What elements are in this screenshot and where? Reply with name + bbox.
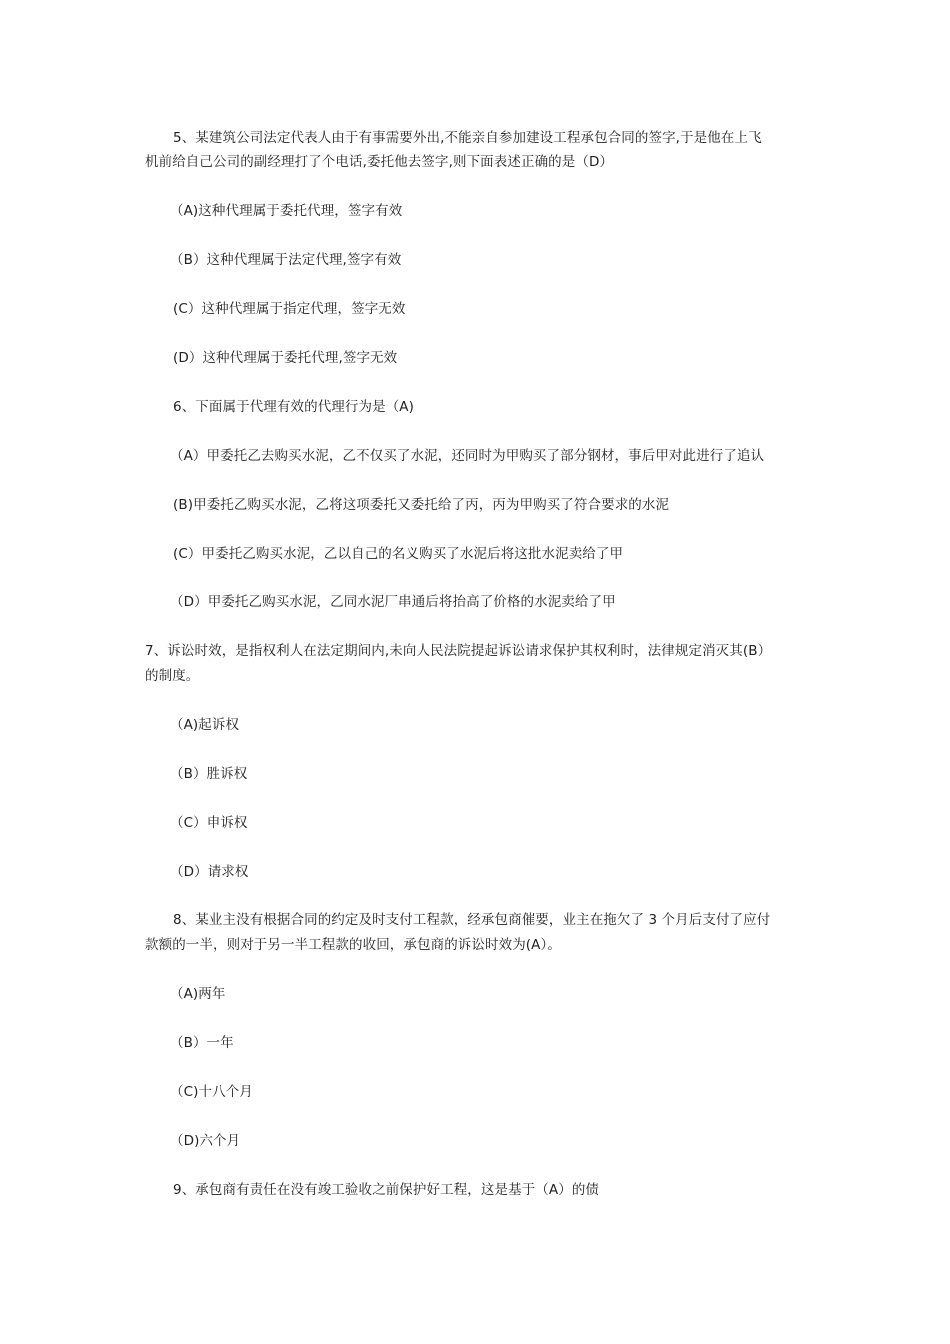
q7-option-a: （A)起诉权 — [170, 717, 240, 733]
q9-stem: 9、承包商有责任在没有竣工验收之前保护好工程，这是基于（A）的债 — [173, 1182, 600, 1198]
q5-option-a: （A)这种代理属于委托代理，签字有效 — [170, 203, 403, 219]
q8-stem-line1: 8、某业主没有根据合同的约定及时支付工程款，经承包商催要，业主在拖欠了 3 个月后支付了应付 — [173, 912, 771, 928]
q7-option-b: （B）胜诉权 — [170, 766, 248, 782]
q8-option-c: （C)十八个月 — [170, 1084, 253, 1100]
q7-stem-line2: 的制度。 — [145, 668, 200, 684]
q7-option-c: （C）申诉权 — [170, 815, 248, 831]
q5-stem-line2: 机前给自己公司的副经理打了个电话,委托他去签字,则下面表述正确的是（D） — [145, 154, 614, 170]
q7-option-d: （D）请求权 — [170, 864, 249, 880]
q7-stem-line1: 7、诉讼时效，是指权利人在法定期间内,未向人民法院提起诉讼请求保护其权利时，法律规定消灭其(B） — [145, 643, 772, 659]
q5-option-b: （B）这种代理属于法定代理,签字有效 — [170, 252, 402, 268]
q8-option-a: （A)两年 — [170, 986, 226, 1002]
q8-option-b: （B）一年 — [170, 1035, 234, 1051]
q6-option-a: （A）甲委托乙去购买水泥，乙不仅买了水泥，还同时为甲购买了部分钢材，事后甲对此进行了追认 — [170, 448, 765, 464]
q6-option-d: （D）甲委托乙购买水泥，乙同水泥厂串通后将抬高了价格的水泥卖给了甲 — [170, 594, 616, 610]
q8-stem-line2: 款额的一半，则对于另一半工程款的收回，承包商的诉讼时效为(A）。 — [145, 937, 561, 953]
q8-option-d: （D)六个月 — [170, 1133, 241, 1149]
q6-option-c: (C）甲委托乙购买水泥，乙以自己的名义购买了水泥后将这批水泥卖给了甲 — [173, 546, 624, 562]
q5-stem-line1: 5、某建筑公司法定代表人由于有事需要外出,不能亲自参加建设工程承包合同的签字,于是他在上飞 — [173, 130, 762, 146]
q6-stem: 6、下面属于代理有效的代理行为是（A) — [173, 399, 414, 415]
q5-option-c: (C）这种代理属于指定代理，签字无效 — [173, 301, 406, 317]
q5-option-d: (D）这种代理属于委托代理,签字无效 — [173, 350, 398, 366]
q6-option-b: (B)甲委托乙购买水泥，乙将这项委托又委托给了丙，丙为甲购买了符合要求的水泥 — [173, 497, 670, 513]
